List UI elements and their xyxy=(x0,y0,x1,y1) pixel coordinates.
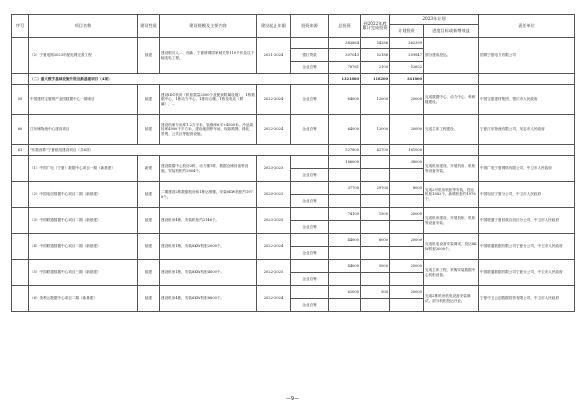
total-cell: 64000 xyxy=(329,85,361,115)
fund-cell xyxy=(291,38,329,49)
seq-cell: 59 xyxy=(12,85,29,115)
goal-cell: 部分建成投运。 xyxy=(424,38,479,74)
plan-cell: 161000 xyxy=(390,145,424,156)
project-name: 江东储物流中心建设项目 xyxy=(29,115,138,145)
fund-cell: 企业自筹 xyxy=(291,115,329,145)
plan-cell: 209847 xyxy=(390,49,424,62)
nature-cell: 新建 xyxy=(138,156,160,182)
period-cell: 2022-2024 xyxy=(257,85,291,115)
table-row xyxy=(12,182,575,195)
table-row xyxy=(12,38,575,49)
project-name: "东数西算"宁夏枢纽建设项目（共6项） xyxy=(29,145,329,156)
cum-cell: 52186 xyxy=(361,49,390,62)
plan-cell: 20000 xyxy=(390,234,424,247)
header-progress-goal: 进度目标或新增效益 xyxy=(424,25,479,38)
content-cell: 建设档案专用库1.2万平米，装修库6平+4500米，冷品周转库4900千平方米，建设地面停车场，现如路网，绿化、景观、公共区等配套设施。 xyxy=(160,115,257,145)
project-name: （6）美利云数据中心项目二期（新基建） xyxy=(29,286,138,312)
content-cell: 建设机房4栋，安装机柜约2146个。 xyxy=(160,208,257,234)
total-cell: 44000 xyxy=(329,234,361,247)
table-row xyxy=(12,260,575,273)
header-fund-source: 投资来源 xyxy=(291,15,329,38)
plan-cell: 262399 xyxy=(390,38,424,49)
plan-cell: 52652 xyxy=(390,62,424,74)
total-cell: 1321880 xyxy=(329,74,361,85)
nature-cell: 续建 xyxy=(138,85,160,115)
seq-cell: 61 xyxy=(12,145,29,156)
header-nature: 建设性质 xyxy=(138,15,160,38)
total-cell: 383864 xyxy=(329,38,361,49)
plan-cell: 341800 xyxy=(390,74,424,85)
resp-cell: 国网宁夏电力有限公司 xyxy=(479,38,575,74)
header-row xyxy=(12,15,575,25)
period-cell: 2023-2025 xyxy=(257,208,291,234)
plan-cell: 20000 xyxy=(390,286,424,299)
content-cell: 建设机房1栋，安装8KW机柜4000个。 xyxy=(160,260,257,286)
content-cell: 建设机房4栋，安装6KW机柜8800个。 xyxy=(160,286,257,312)
plan-cell: 20000 xyxy=(390,85,424,115)
goal-cell: 完成主体工程建设。 xyxy=(424,115,479,145)
project-name: （4）中国联通数据中心项目二期（新基建） xyxy=(29,234,138,260)
header-plan-2023: 2023年计划 xyxy=(390,15,479,25)
nature-cell: 续建 xyxy=(138,260,160,286)
header-name: 项目名称 xyxy=(29,15,138,38)
fund-cell: 企业自筹 xyxy=(291,85,329,115)
resp-cell: 中国联通宁夏回族自治区分公司，中卫市人民政府 xyxy=(479,208,575,234)
project-table xyxy=(11,14,575,312)
cum-cell: 29700 xyxy=(361,182,390,195)
header-seq: 序号 xyxy=(12,15,29,38)
resp-cell: 宁夏中卫云创数据投资有限公司，中卫市人民政府 xyxy=(479,286,575,312)
fund-cell: 企业自筹 xyxy=(291,62,329,74)
total-cell: 37700 xyxy=(329,182,361,195)
page-number: —9— xyxy=(285,396,300,402)
goal-cell: 完成数据中心、动力中心、科研楼建设。 xyxy=(424,85,479,115)
header-cumulative: 到2022年底累计完成投资 xyxy=(361,15,390,38)
resp-cell: 中国联通数据有限公司宁夏分公司，中卫市人民政府 xyxy=(479,260,575,286)
cum-cell: 6000 xyxy=(361,234,390,247)
period-cell: 2020-2023 xyxy=(257,182,291,208)
total-cell: 186000 xyxy=(329,156,361,169)
goal-cell: 完成主体工程，采购安装数据中心机柜设备。 xyxy=(424,260,479,286)
cum-cell: 118200 xyxy=(361,74,390,85)
period-cell: 2022-2024 xyxy=(257,286,291,312)
header-content: 建设规模及主要内容 xyxy=(160,15,257,38)
header-responsible: 责任单位 xyxy=(479,15,575,38)
cum-cell: 5000 xyxy=(361,260,390,273)
nature-cell: 续建 xyxy=(138,286,160,312)
plan-cell: 38000 xyxy=(390,156,424,169)
total-cell: 64000 xyxy=(329,115,361,145)
total-cell: 527800 xyxy=(329,145,361,156)
nature-cell: 续建 xyxy=(138,208,160,234)
header-total: 总投资 xyxy=(329,15,361,38)
project-name: （1）中国广电（宁夏）数据中心项目一期（新基建） xyxy=(29,156,138,182)
cum-cell: 12000 xyxy=(361,85,390,115)
fund-cell: 企业自筹 xyxy=(291,247,329,260)
goal-cell: 完成机电设备安装调试，投运8KW机柜2000个。 xyxy=(424,234,479,260)
nature-cell: 续建 xyxy=(138,182,160,208)
nature-cell: 续建 xyxy=(138,115,160,145)
resp-cell: 中国宝夏建材集团，银川市人民政府 xyxy=(479,85,575,115)
period-cell: 2022-2024 xyxy=(257,115,291,145)
table-row xyxy=(12,234,575,247)
total-cell: 62000 xyxy=(329,286,361,299)
fund-cell: 企业自筹 xyxy=(291,273,329,286)
resp-cell: 宁夏江东物流有限公司，吴忠市人民政府 xyxy=(479,115,575,145)
cum-cell: 12000 xyxy=(361,115,390,145)
total-cell: 44000 xyxy=(329,260,361,273)
nature-cell: 续建 xyxy=(138,38,160,74)
header-period: 建设起止年限 xyxy=(257,15,291,38)
table-row xyxy=(12,85,575,115)
resp-cell: 中国电信宁夏分公司，中卫市人民政府 xyxy=(479,182,575,208)
header-plan-investment: 计划投资 xyxy=(390,25,424,38)
table-row xyxy=(12,208,575,221)
cum-cell: 54286 xyxy=(361,38,390,49)
cum-cell: 42700 xyxy=(361,145,390,156)
period-cell: 2022-2025 xyxy=(257,260,291,286)
plan-cell: 8000 xyxy=(390,182,424,195)
plan-cell: 20000 xyxy=(390,208,424,221)
resp-cell: 中国广电宁夏网络有限公司，中卫市人民政府 xyxy=(479,156,575,182)
fund-cell: 企业自筹 xyxy=(291,169,329,182)
table-row xyxy=(12,115,575,145)
plan-cell: 25000 xyxy=(390,260,424,273)
cum-cell: 1500 xyxy=(361,208,390,221)
project-name: （2）中国电信数据中心项目二期（新基建） xyxy=(29,182,138,208)
project-name: 中国建材宝夏网产业园数据中心一期项目 xyxy=(29,85,138,115)
fund-cell: 企业自筹 xyxy=(291,221,329,234)
content-cell: 建设机房1栋，安装8KW机柜2000个。 xyxy=(160,234,257,260)
plan-cell: 20000 xyxy=(390,115,424,145)
content-cell: 建设银川人…、西新、宁夏移网国家城关等110千伏及以下输变电工程。 xyxy=(160,38,257,74)
period-cell: 2023-2023 xyxy=(257,156,291,182)
content-cell: 建设IDC机房（机柜数量2000个及配套附属设施），1栋数据中心，1栋动力中心，1栋综合楼，1栋变电站（附属），… xyxy=(160,85,257,115)
goal-cell: 完成机房建设。开展机房、机柜等设备安装。 xyxy=(424,156,479,182)
table-row xyxy=(12,156,575,169)
content-cell: 二期建设2栋数据机房和1栋运维楼，安装6KW机柜约1978个。 xyxy=(160,182,257,208)
total-cell: 76761 xyxy=(329,62,361,74)
content-cell: 建设数据中心机房2栋、动力楼1栋、数据仓储设备等设施，安装机柜约2804个。 xyxy=(160,156,257,182)
total-cell: 74100 xyxy=(329,208,361,221)
goal-cell: 完成机房建设，开展机柜、机柜等设备安装。 xyxy=(424,208,479,234)
cum-cell xyxy=(361,156,390,169)
seq-cell: 60 xyxy=(12,115,29,145)
cum-cell: 500 xyxy=(361,286,390,299)
page xyxy=(11,14,574,312)
resp-cell: 中国联通数据有限公司宁夏分公司，中卫市人民政府 xyxy=(479,234,575,260)
project-name: （3）中国联通数据中心项目二期（新基建） xyxy=(29,208,138,234)
fund-cell: 企业自筹 xyxy=(291,195,329,208)
group-row xyxy=(12,145,575,156)
period-cell: 2022-2024 xyxy=(257,234,291,260)
period-cell: 2021-2024 xyxy=(257,38,291,74)
table-row xyxy=(12,286,575,299)
section-row xyxy=(12,74,575,85)
fund-cell: 企业自筹 xyxy=(291,299,329,312)
nature-cell: 续建 xyxy=(138,234,160,260)
goal-cell: 完成2栋机房机电设备安装调试，部分机柜投运开业。 xyxy=(424,286,479,312)
fund-cell: 银行贷款 xyxy=(291,49,329,62)
section-title: （二）重大数字基础设施升级及新基建项目（4项） xyxy=(29,74,329,85)
cum-cell: 2100 xyxy=(361,62,390,74)
total-cell: 307043 xyxy=(329,49,361,62)
project-name: （2）宁夏电网2023年配电网完善工程 xyxy=(29,38,138,74)
project-name: （5）中国联通数据中心项目三期（新基建） xyxy=(29,260,138,286)
seq-cell xyxy=(12,38,29,74)
goal-cell: 完成2号机房机柜等安装，投运机柜1882个，新增机柜约1978个。 xyxy=(424,182,479,208)
